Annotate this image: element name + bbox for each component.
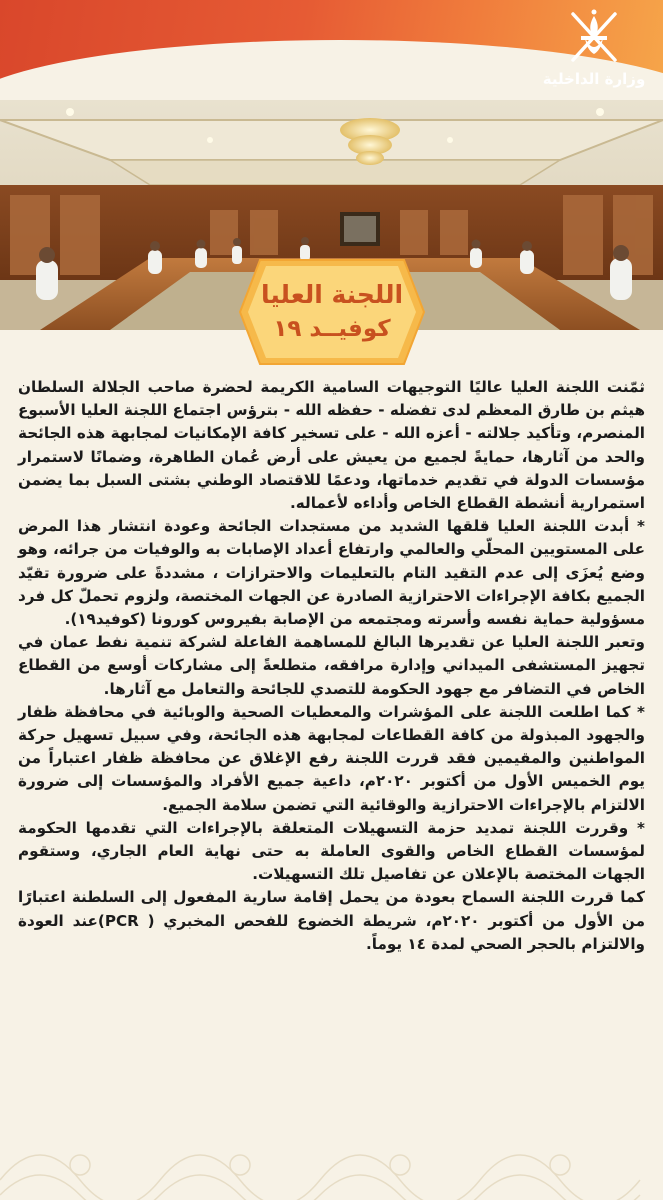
title-badge [238, 258, 426, 366]
title-line-1: اللجنة العليا [260, 280, 404, 309]
decorative-pattern [0, 1110, 663, 1200]
paragraph-5: * وقررت اللجنة تمديد حزمة التسهيلات المتعلقة بالإجراءات التي تقدمها الحكومة لمؤسسات القطاع الخاص والقوى العاملة به حتى نهاية العام الجاري، وستقوم الجهات المختصة بالإعلان عن تفاصيل تلك التسهيلات. [18, 818, 645, 884]
paragraph-1: ثمّنت اللجنة العليا عاليًا التوجيهات السامية الكريمة لحضرة صاحب الجلالة السلطان هيثم بن طارق المعظم لدى تفضله - حفظه الله - بترؤس اجتماع اللجنة العليا الأسبوع المنصرم، وتأكيد جلالته - أعزه الله - على تسخير كافة الإمكانيات لمجابهة هذه الجائحة والحد من آثارها، حمايةً لجميع من يعيش على أرض عُمان الطاهرة، وضمانًا لاستمرار مؤسسات الدولة في تقديم خدماتها، ودعمًا للاقتصاد الوطني بشتى السبل بما يضمن استمرارية أنشطة القطاع الخاص وأداءه لأعماله. [18, 378, 645, 513]
paragraph-6: كما قررت اللجنة السماح بعودة من يحمل إقامة سارية المفعول إلى السلطنة اعتبارًا من الأول من أكتوبر ٢٠٢٠م، شريطة الخضوع للفحص المخبري ( PCR)عند العودة والالتزام بالحجر الصحي لمدة ١٤ يوماً. [18, 888, 646, 953]
ministry-logo [539, 6, 649, 98]
title-line-2: كوفيــد ١٩ [273, 316, 391, 342]
announcement-body [18, 376, 645, 956]
paragraph-4: * كما اطلعت اللجنة على المؤشرات والمعطيات الصحية والوبائية في محافظة ظفار والجهود المبذولة من كافة القطاعات لمجابهة هذه الجائحة، وفي سبيل تسهيل حركة المواطنين والمقيمين فقد قررت اللجنة رفع الإغلاق عن محافظة ظفار اعتباراً من يوم الخميس الأول من أكتوبر ٢٠٢٠م، داعية جميع الأفراد والمؤسسات إلى ضرورة الالتزام بالإجراءات الاحترازية والوقائية التي تضمن سلامة الجميع. [18, 702, 645, 814]
paragraph-3: وتعبر اللجنة العليا عن تقديرها البالغ للمساهمة الفاعلة لشركة تنمية نفط عمان في تجهيز المستشفى الميداني وإدارة مرافقه، متطلعةً إلى مشاركات أوسع من القطاع الخاص في التضافر مع جهود الحكومة للتصدي للجائحة والتعامل مع آثارها. [18, 633, 645, 698]
paragraph-2: * أبدت اللجنة العليا قلقها الشديد من مستجدات الجائحة وعودة انتشار هذا المرض على المستويين المحلّي والعالمي وارتفاع أعداد الإصابات به والوفيات من جرائه، وهو وضع يُعزَى إلى عدم التقيد التام بالتعليمات والاحترازات ، مشددةً على ضرورة تقيّد الجميع بكافة الإجراءات الاحترازية الصادرة عن الجهات المختصة، ولزوم تحملّ كل فرد مسؤولية حماية نفسه وأسرته ومجتمعه من الإصابة بفيروس كورونا (كوفيد١٩). [18, 517, 645, 629]
title-badge-shape [238, 258, 426, 366]
oman-emblem-icon [563, 6, 625, 68]
ministry-name: وزارة الداخلية [542, 70, 646, 88]
